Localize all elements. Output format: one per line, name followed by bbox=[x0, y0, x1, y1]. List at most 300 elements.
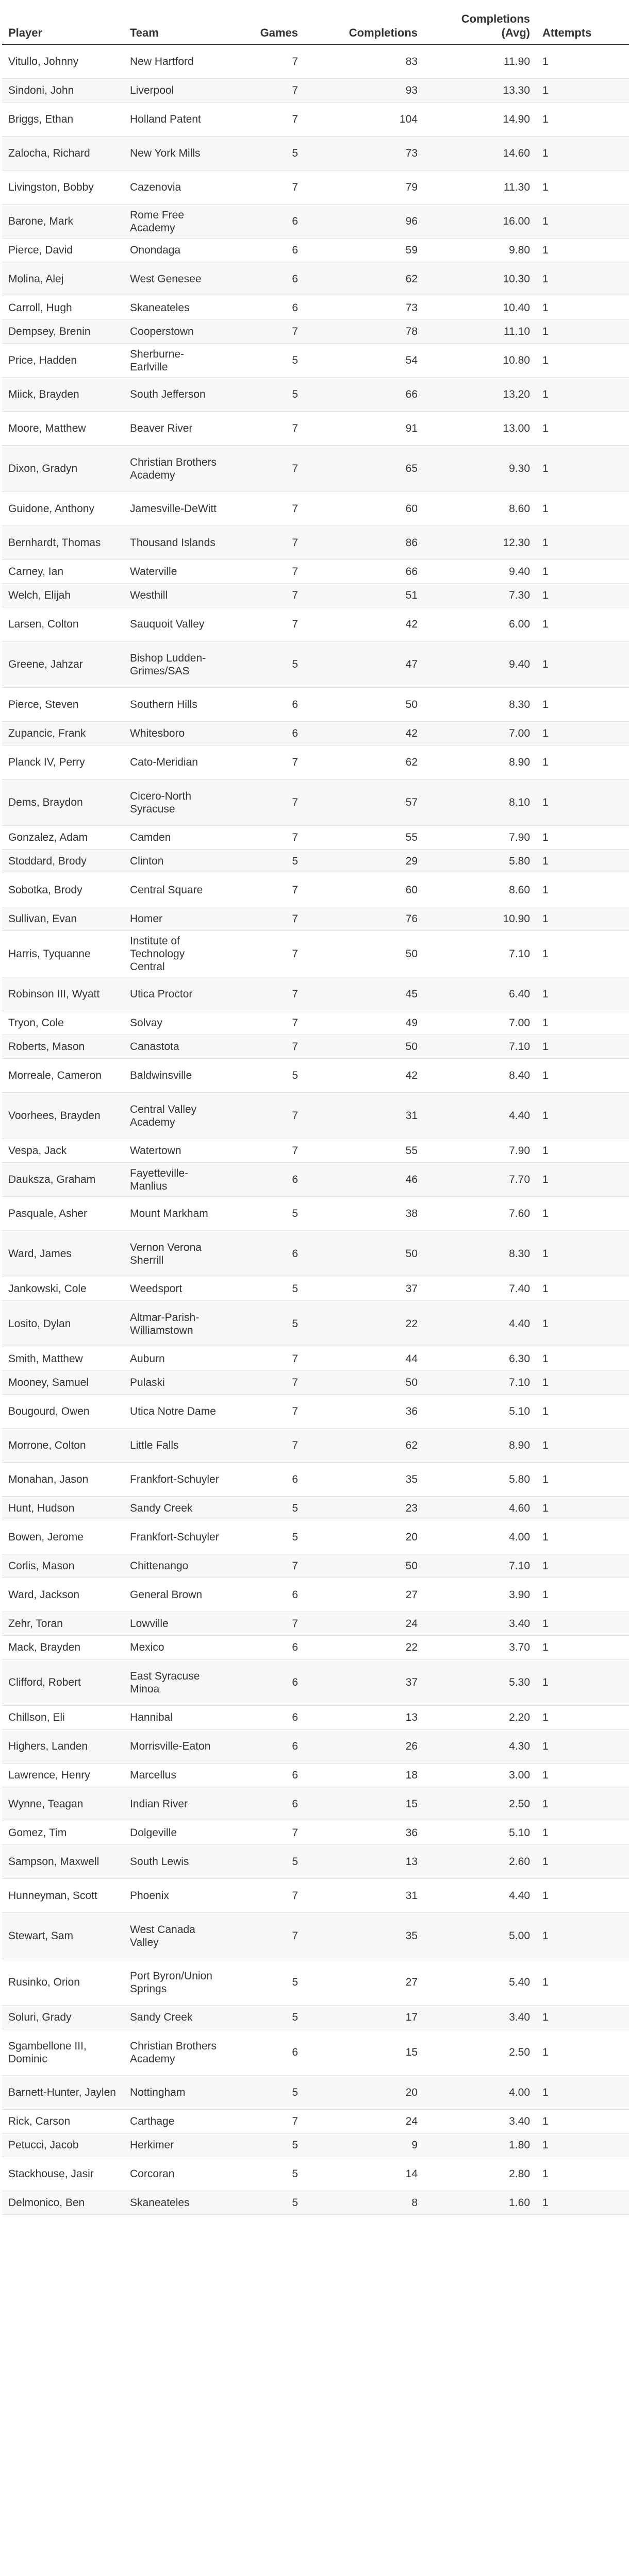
cell-completions-avg: 9.30 bbox=[424, 446, 536, 492]
table-row bbox=[2, 2110, 629, 2133]
cell-completions-avg: 3.40 bbox=[424, 1612, 536, 1636]
cell-completions: 18 bbox=[304, 1764, 424, 1787]
table-row bbox=[2, 44, 629, 79]
table-row bbox=[2, 560, 629, 584]
cell-attempts: 1 bbox=[536, 1821, 629, 1845]
cell-completions: 78 bbox=[304, 320, 424, 344]
cell-team: Westhill bbox=[124, 584, 227, 607]
cell-attempts: 1 bbox=[536, 1139, 629, 1163]
cell-games: 5 bbox=[227, 378, 304, 412]
cell-completions: 24 bbox=[304, 2110, 424, 2133]
table-row bbox=[2, 2006, 629, 2029]
cell-player: Clifford, Robert bbox=[2, 1659, 124, 1706]
table-row bbox=[2, 1636, 629, 1659]
cell-completions: 93 bbox=[304, 79, 424, 103]
cell-completions-avg: 8.30 bbox=[424, 688, 536, 722]
cell-completions: 62 bbox=[304, 745, 424, 779]
cell-completions: 50 bbox=[304, 1371, 424, 1395]
cell-games: 7 bbox=[227, 1371, 304, 1395]
table-row bbox=[2, 1429, 629, 1463]
table-row bbox=[2, 907, 629, 931]
cell-games: 7 bbox=[227, 977, 304, 1011]
cell-completions: 20 bbox=[304, 1520, 424, 1554]
cell-completions: 50 bbox=[304, 931, 424, 977]
table-row bbox=[2, 1163, 629, 1197]
cell-completions-avg: 7.00 bbox=[424, 722, 536, 745]
cell-team: Skaneateles bbox=[124, 296, 227, 320]
table-row bbox=[2, 2076, 629, 2110]
table-row bbox=[2, 1497, 629, 1520]
column-header-completions-avg[interactable]: Completions (Avg) bbox=[424, 0, 536, 44]
cell-completions-avg: 9.40 bbox=[424, 641, 536, 688]
cell-completions: 62 bbox=[304, 262, 424, 296]
table-row bbox=[2, 1463, 629, 1497]
cell-completions: 50 bbox=[304, 1554, 424, 1578]
cell-completions: 83 bbox=[304, 44, 424, 79]
cell-player: Stewart, Sam bbox=[2, 1913, 124, 1959]
cell-completions-avg: 4.40 bbox=[424, 1301, 536, 1347]
cell-attempts: 1 bbox=[536, 607, 629, 641]
cell-games: 7 bbox=[227, 1347, 304, 1371]
cell-completions-avg: 2.50 bbox=[424, 2029, 536, 2076]
cell-attempts: 1 bbox=[536, 850, 629, 873]
cell-player: Barone, Mark bbox=[2, 205, 124, 239]
cell-team: Canastota bbox=[124, 1035, 227, 1059]
cell-completions: 8 bbox=[304, 2191, 424, 2215]
cell-team: Christian Brothers Academy bbox=[124, 446, 227, 492]
cell-completions: 13 bbox=[304, 1706, 424, 1730]
table-row bbox=[2, 607, 629, 641]
cell-team: West Genesee bbox=[124, 262, 227, 296]
cell-games: 6 bbox=[227, 1231, 304, 1277]
cell-games: 7 bbox=[227, 171, 304, 205]
cell-player: Ward, James bbox=[2, 1231, 124, 1277]
column-header-player[interactable]: Player bbox=[2, 0, 124, 44]
cell-attempts: 1 bbox=[536, 1011, 629, 1035]
cell-player: Robinson III, Wyatt bbox=[2, 977, 124, 1011]
cell-attempts: 1 bbox=[536, 1913, 629, 1959]
cell-completions: 24 bbox=[304, 1612, 424, 1636]
cell-attempts: 1 bbox=[536, 1578, 629, 1612]
cell-team: Cooperstown bbox=[124, 320, 227, 344]
cell-player: Chillson, Eli bbox=[2, 1706, 124, 1730]
cell-team: Thousand Islands bbox=[124, 526, 227, 560]
column-header-games[interactable]: Games bbox=[227, 0, 304, 44]
cell-completions: 37 bbox=[304, 1659, 424, 1706]
cell-completions-avg: 6.00 bbox=[424, 607, 536, 641]
cell-attempts: 1 bbox=[536, 2191, 629, 2215]
cell-player: Carroll, Hugh bbox=[2, 296, 124, 320]
cell-completions: 27 bbox=[304, 1959, 424, 2006]
cell-attempts: 1 bbox=[536, 1429, 629, 1463]
cell-completions-avg: 8.90 bbox=[424, 745, 536, 779]
cell-completions: 46 bbox=[304, 1163, 424, 1197]
cell-completions: 31 bbox=[304, 1879, 424, 1913]
cell-completions: 22 bbox=[304, 1636, 424, 1659]
cell-games: 7 bbox=[227, 1395, 304, 1429]
cell-games: 7 bbox=[227, 931, 304, 977]
table-row bbox=[2, 1578, 629, 1612]
cell-completions: 13 bbox=[304, 1845, 424, 1879]
cell-attempts: 1 bbox=[536, 526, 629, 560]
table-row bbox=[2, 1139, 629, 1163]
cell-completions-avg: 5.40 bbox=[424, 1959, 536, 2006]
cell-player: Jankowski, Cole bbox=[2, 1277, 124, 1301]
cell-games: 5 bbox=[227, 2133, 304, 2157]
cell-games: 6 bbox=[227, 205, 304, 239]
cell-games: 7 bbox=[227, 1554, 304, 1578]
cell-games: 6 bbox=[227, 1463, 304, 1497]
cell-games: 6 bbox=[227, 1636, 304, 1659]
table-row bbox=[2, 1821, 629, 1845]
cell-team: Onondaga bbox=[124, 239, 227, 262]
header-row bbox=[2, 0, 629, 44]
cell-attempts: 1 bbox=[536, 1463, 629, 1497]
table-row bbox=[2, 1093, 629, 1139]
cell-attempts: 1 bbox=[536, 779, 629, 826]
cell-attempts: 1 bbox=[536, 1347, 629, 1371]
cell-completions-avg: 2.50 bbox=[424, 1787, 536, 1821]
cell-completions: 51 bbox=[304, 584, 424, 607]
cell-completions-avg: 3.40 bbox=[424, 2006, 536, 2029]
cell-completions: 26 bbox=[304, 1730, 424, 1764]
cell-games: 6 bbox=[227, 1578, 304, 1612]
cell-completions-avg: 6.40 bbox=[424, 977, 536, 1011]
cell-games: 5 bbox=[227, 2191, 304, 2215]
cell-player: Sullivan, Evan bbox=[2, 907, 124, 931]
cell-team: Auburn bbox=[124, 1347, 227, 1371]
cell-games: 7 bbox=[227, 1821, 304, 1845]
cell-games: 6 bbox=[227, 722, 304, 745]
table-row bbox=[2, 1197, 629, 1231]
table-row bbox=[2, 1730, 629, 1764]
cell-completions: 50 bbox=[304, 1035, 424, 1059]
cell-team: Jamesville-DeWitt bbox=[124, 492, 227, 526]
cell-player: Mooney, Samuel bbox=[2, 1371, 124, 1395]
cell-player: Dixon, Gradyn bbox=[2, 446, 124, 492]
cell-completions-avg: 7.70 bbox=[424, 1163, 536, 1197]
cell-attempts: 1 bbox=[536, 1959, 629, 2006]
cell-team: Cato-Meridian bbox=[124, 745, 227, 779]
cell-completions: 36 bbox=[304, 1395, 424, 1429]
cell-team: Holland Patent bbox=[124, 103, 227, 137]
cell-player: Zupancic, Frank bbox=[2, 722, 124, 745]
cell-games: 5 bbox=[227, 2006, 304, 2029]
cell-attempts: 1 bbox=[536, 1706, 629, 1730]
cell-team: Frankfort-Schuyler bbox=[124, 1463, 227, 1497]
cell-completions: 29 bbox=[304, 850, 424, 873]
cell-player: Highers, Landen bbox=[2, 1730, 124, 1764]
cell-games: 7 bbox=[227, 907, 304, 931]
cell-games: 7 bbox=[227, 412, 304, 446]
table-row bbox=[2, 826, 629, 850]
cell-team: Marcellus bbox=[124, 1764, 227, 1787]
cell-player: Dauksza, Graham bbox=[2, 1163, 124, 1197]
table-row bbox=[2, 1845, 629, 1879]
cell-completions-avg: 7.90 bbox=[424, 826, 536, 850]
cell-player: Pierce, David bbox=[2, 239, 124, 262]
table-row bbox=[2, 344, 629, 378]
cell-completions-avg: 5.00 bbox=[424, 1913, 536, 1959]
cell-games: 7 bbox=[227, 1429, 304, 1463]
cell-team: Carthage bbox=[124, 2110, 227, 2133]
table-row bbox=[2, 79, 629, 103]
cell-team: Sauquoit Valley bbox=[124, 607, 227, 641]
cell-player: Guidone, Anthony bbox=[2, 492, 124, 526]
table-row bbox=[2, 1959, 629, 2006]
cell-attempts: 1 bbox=[536, 1612, 629, 1636]
cell-completions-avg: 10.80 bbox=[424, 344, 536, 378]
cell-games: 7 bbox=[227, 1879, 304, 1913]
cell-player: Delmonico, Ben bbox=[2, 2191, 124, 2215]
cell-player: Harris, Tyquanne bbox=[2, 931, 124, 977]
cell-team: Central Valley Academy bbox=[124, 1093, 227, 1139]
cell-games: 7 bbox=[227, 745, 304, 779]
cell-attempts: 1 bbox=[536, 1659, 629, 1706]
cell-team: Bishop Ludden-Grimes/SAS bbox=[124, 641, 227, 688]
cell-completions: 59 bbox=[304, 239, 424, 262]
cell-games: 7 bbox=[227, 79, 304, 103]
cell-team: New York Mills bbox=[124, 137, 227, 171]
table-row bbox=[2, 1554, 629, 1578]
cell-completions: 50 bbox=[304, 688, 424, 722]
cell-games: 5 bbox=[227, 1520, 304, 1554]
cell-completions-avg: 9.40 bbox=[424, 560, 536, 584]
cell-games: 7 bbox=[227, 103, 304, 137]
cell-team: Liverpool bbox=[124, 79, 227, 103]
cell-games: 6 bbox=[227, 1163, 304, 1197]
cell-player: Mack, Brayden bbox=[2, 1636, 124, 1659]
cell-completions: 23 bbox=[304, 1497, 424, 1520]
cell-games: 7 bbox=[227, 44, 304, 79]
cell-attempts: 1 bbox=[536, 1879, 629, 1913]
cell-completions: 35 bbox=[304, 1913, 424, 1959]
cell-completions-avg: 8.60 bbox=[424, 873, 536, 907]
cell-attempts: 1 bbox=[536, 1554, 629, 1578]
table-row bbox=[2, 378, 629, 412]
cell-attempts: 1 bbox=[536, 1163, 629, 1197]
cell-attempts: 1 bbox=[536, 1301, 629, 1347]
column-header-team[interactable]: Team bbox=[124, 0, 227, 44]
cell-attempts: 1 bbox=[536, 1520, 629, 1554]
cell-completions-avg: 3.70 bbox=[424, 1636, 536, 1659]
cell-player: Livingston, Bobby bbox=[2, 171, 124, 205]
table-row bbox=[2, 850, 629, 873]
cell-attempts: 1 bbox=[536, 2076, 629, 2110]
table-row bbox=[2, 1706, 629, 1730]
table-row bbox=[2, 688, 629, 722]
cell-player: Zalocha, Richard bbox=[2, 137, 124, 171]
cell-player: Hunneyman, Scott bbox=[2, 1879, 124, 1913]
cell-completions: 86 bbox=[304, 526, 424, 560]
cell-games: 7 bbox=[227, 873, 304, 907]
cell-attempts: 1 bbox=[536, 873, 629, 907]
cell-player: Vitullo, Johnny bbox=[2, 44, 124, 79]
cell-completions: 96 bbox=[304, 205, 424, 239]
table-row bbox=[2, 2157, 629, 2191]
table-row bbox=[2, 137, 629, 171]
cell-attempts: 1 bbox=[536, 378, 629, 412]
cell-completions: 104 bbox=[304, 103, 424, 137]
cell-attempts: 1 bbox=[536, 1231, 629, 1277]
cell-attempts: 1 bbox=[536, 171, 629, 205]
cell-attempts: 1 bbox=[536, 745, 629, 779]
cell-team: Christian Brothers Academy bbox=[124, 2029, 227, 2076]
cell-completions: 66 bbox=[304, 560, 424, 584]
cell-team: Camden bbox=[124, 826, 227, 850]
cell-completions: 42 bbox=[304, 607, 424, 641]
cell-completions-avg: 2.60 bbox=[424, 1845, 536, 1879]
cell-attempts: 1 bbox=[536, 1395, 629, 1429]
cell-player: Vespa, Jack bbox=[2, 1139, 124, 1163]
cell-attempts: 1 bbox=[536, 977, 629, 1011]
table-header bbox=[2, 0, 629, 44]
cell-completions-avg: 5.80 bbox=[424, 850, 536, 873]
cell-completions: 60 bbox=[304, 873, 424, 907]
cell-player: Dempsey, Brenin bbox=[2, 320, 124, 344]
cell-attempts: 1 bbox=[536, 1035, 629, 1059]
cell-completions: 60 bbox=[304, 492, 424, 526]
cell-player: Welch, Elijah bbox=[2, 584, 124, 607]
cell-player: Gomez, Tim bbox=[2, 1821, 124, 1845]
cell-completions-avg: 3.40 bbox=[424, 2110, 536, 2133]
table-row bbox=[2, 977, 629, 1011]
cell-games: 7 bbox=[227, 1612, 304, 1636]
cell-games: 6 bbox=[227, 239, 304, 262]
cell-team: Cicero-North Syracuse bbox=[124, 779, 227, 826]
table-row bbox=[2, 492, 629, 526]
cell-games: 6 bbox=[227, 2029, 304, 2076]
cell-team: Port Byron/Union Springs bbox=[124, 1959, 227, 2006]
cell-team: Hannibal bbox=[124, 1706, 227, 1730]
cell-completions-avg: 4.40 bbox=[424, 1093, 536, 1139]
cell-team: Rome Free Academy bbox=[124, 205, 227, 239]
cell-games: 5 bbox=[227, 137, 304, 171]
cell-player: Bougourd, Owen bbox=[2, 1395, 124, 1429]
table-row bbox=[2, 1787, 629, 1821]
cell-team: Fayetteville-Manlius bbox=[124, 1163, 227, 1197]
cell-completions-avg: 13.00 bbox=[424, 412, 536, 446]
cell-games: 5 bbox=[227, 1845, 304, 1879]
cell-completions-avg: 9.80 bbox=[424, 239, 536, 262]
cell-completions: 79 bbox=[304, 171, 424, 205]
cell-games: 5 bbox=[227, 1301, 304, 1347]
cell-player: Barnett-Hunter, Jaylen bbox=[2, 2076, 124, 2110]
cell-player: Stoddard, Brody bbox=[2, 850, 124, 873]
cell-attempts: 1 bbox=[536, 931, 629, 977]
cell-completions-avg: 5.30 bbox=[424, 1659, 536, 1706]
cell-player: Corlis, Mason bbox=[2, 1554, 124, 1578]
table-row bbox=[2, 873, 629, 907]
cell-team: Sherburne-Earlville bbox=[124, 344, 227, 378]
cell-games: 6 bbox=[227, 1730, 304, 1764]
table-row bbox=[2, 412, 629, 446]
cell-completions: 38 bbox=[304, 1197, 424, 1231]
cell-games: 7 bbox=[227, 1011, 304, 1035]
cell-completions-avg: 13.30 bbox=[424, 79, 536, 103]
cell-completions-avg: 12.30 bbox=[424, 526, 536, 560]
cell-team: Vernon Verona Sherrill bbox=[124, 1231, 227, 1277]
column-header-attempts[interactable]: Attempts bbox=[536, 0, 629, 44]
table-row bbox=[2, 1520, 629, 1554]
cell-games: 5 bbox=[227, 1959, 304, 2006]
cell-team: Altmar-Parish-Williamstown bbox=[124, 1301, 227, 1347]
cell-games: 6 bbox=[227, 1659, 304, 1706]
cell-player: Monahan, Jason bbox=[2, 1463, 124, 1497]
cell-attempts: 1 bbox=[536, 2133, 629, 2157]
table-row bbox=[2, 1371, 629, 1395]
cell-games: 7 bbox=[227, 1139, 304, 1163]
cell-attempts: 1 bbox=[536, 137, 629, 171]
cell-team: New Hartford bbox=[124, 44, 227, 79]
cell-games: 6 bbox=[227, 1764, 304, 1787]
cell-team: General Brown bbox=[124, 1578, 227, 1612]
cell-completions-avg: 7.10 bbox=[424, 1371, 536, 1395]
table-row bbox=[2, 1659, 629, 1706]
table-row bbox=[2, 320, 629, 344]
table-row bbox=[2, 1059, 629, 1093]
cell-completions-avg: 4.30 bbox=[424, 1730, 536, 1764]
table-row bbox=[2, 745, 629, 779]
cell-completions-avg: 7.90 bbox=[424, 1139, 536, 1163]
table-row bbox=[2, 239, 629, 262]
cell-attempts: 1 bbox=[536, 2157, 629, 2191]
cell-completions-avg: 5.80 bbox=[424, 1463, 536, 1497]
cell-games: 5 bbox=[227, 1197, 304, 1231]
cell-games: 7 bbox=[227, 492, 304, 526]
table-row bbox=[2, 171, 629, 205]
cell-games: 6 bbox=[227, 262, 304, 296]
cell-attempts: 1 bbox=[536, 1371, 629, 1395]
cell-attempts: 1 bbox=[536, 641, 629, 688]
cell-attempts: 1 bbox=[536, 412, 629, 446]
cell-attempts: 1 bbox=[536, 1845, 629, 1879]
table-body bbox=[2, 44, 629, 2215]
cell-completions-avg: 5.10 bbox=[424, 1821, 536, 1845]
cell-completions: 9 bbox=[304, 2133, 424, 2157]
cell-attempts: 1 bbox=[536, 907, 629, 931]
cell-completions-avg: 7.60 bbox=[424, 1197, 536, 1231]
cell-team: Watertown bbox=[124, 1139, 227, 1163]
cell-games: 6 bbox=[227, 688, 304, 722]
cell-completions: 14 bbox=[304, 2157, 424, 2191]
column-header-completions[interactable]: Completions bbox=[304, 0, 424, 44]
cell-completions-avg: 6.30 bbox=[424, 1347, 536, 1371]
cell-player: Moore, Matthew bbox=[2, 412, 124, 446]
cell-team: Utica Proctor bbox=[124, 977, 227, 1011]
cell-completions-avg: 4.00 bbox=[424, 1520, 536, 1554]
cell-completions: 73 bbox=[304, 296, 424, 320]
cell-completions-avg: 3.00 bbox=[424, 1764, 536, 1787]
cell-completions-avg: 8.90 bbox=[424, 1429, 536, 1463]
cell-team: Pulaski bbox=[124, 1371, 227, 1395]
cell-player: Dems, Braydon bbox=[2, 779, 124, 826]
cell-player: Pasquale, Asher bbox=[2, 1197, 124, 1231]
cell-completions-avg: 8.10 bbox=[424, 779, 536, 826]
cell-games: 7 bbox=[227, 584, 304, 607]
cell-team: Phoenix bbox=[124, 1879, 227, 1913]
cell-attempts: 1 bbox=[536, 1497, 629, 1520]
cell-completions-avg: 8.40 bbox=[424, 1059, 536, 1093]
cell-games: 7 bbox=[227, 560, 304, 584]
cell-games: 7 bbox=[227, 779, 304, 826]
cell-completions-avg: 7.10 bbox=[424, 1035, 536, 1059]
cell-completions-avg: 7.10 bbox=[424, 931, 536, 977]
cell-attempts: 1 bbox=[536, 492, 629, 526]
cell-player: Tryon, Cole bbox=[2, 1011, 124, 1035]
cell-attempts: 1 bbox=[536, 2110, 629, 2133]
table-row bbox=[2, 103, 629, 137]
